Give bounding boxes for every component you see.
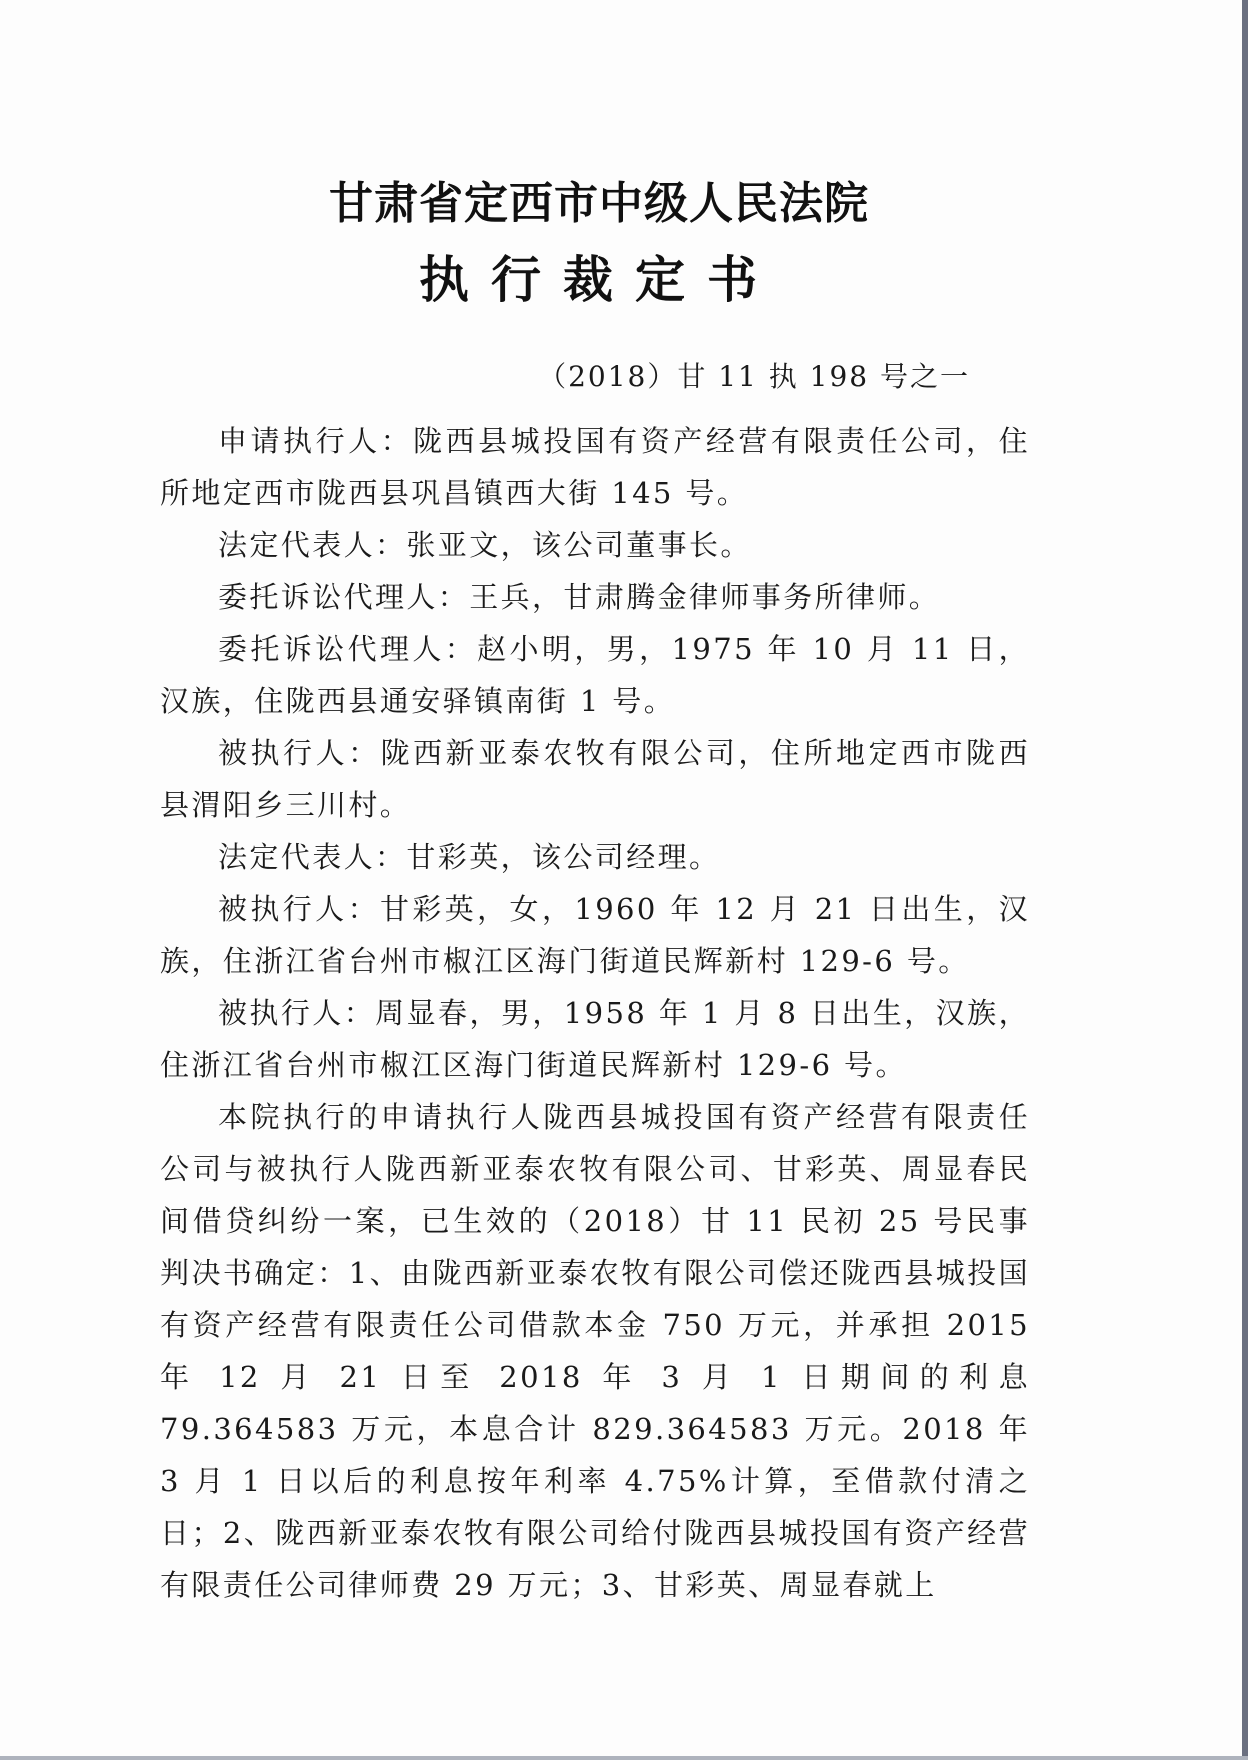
para-case-facts: 本院执行的申请执行人陇西县城投国有资产经营有限责任公司与被执行人陇西新亚泰农牧有限公司、甘彩英、周显春民间借贷纠纷一案，已生效的（2018）甘 11 民初 25 号民事判决书确定：1、由陇西新亚泰农牧有限公司偿还陇西县城投国有资产经营有限责任公司借款本金 750 万元，并承担 2015 年 12 月 21 日至 2018 年 3 月 1 日期间的利息 79.364583 万元，本息合计 829.364583 万元。2018 年 3 月 1 日以后的利息按年利率 4.75%计算，至借款付清之日；2、陇西新亚泰农牧有限公司给付陇西县城投国有资产经营有限责任公司律师费 29 万元；3、甘彩英、周显春就上	[160, 1100, 1030, 1602]
para-respondent-zhou: 被执行人：周显春，男，1958 年 1 月 8 日出生，汉族，住浙江省台州市椒江区海门街道民辉新村 129-6 号。	[160, 996, 1030, 1082]
para-agent-1: 委托诉讼代理人：王兵，甘肃腾金律师事务所律师。	[218, 580, 941, 614]
para-applicant-legal-rep: 法定代表人：张亚文，该公司董事长。	[218, 528, 752, 562]
doc-title: 执行裁定书	[419, 251, 779, 309]
scan-edge-right	[1242, 0, 1248, 1760]
court-name: 甘肃省定西市中级人民法院	[329, 178, 869, 229]
para-respondent-company: 被执行人：陇西新亚泰农牧有限公司，住所地定西市陇西县渭阳乡三川村。	[160, 736, 1030, 822]
scan-edge-bottom	[0, 1756, 1248, 1760]
para-agent-2: 委托诉讼代理人：赵小明，男，1975 年 10 月 11 日，汉族，住陇西县通安驿镇南街 1 号。	[160, 632, 1030, 718]
para-respondent-legal-rep: 法定代表人：甘彩英，该公司经理。	[218, 840, 721, 874]
body-text	[160, 415, 1030, 1611]
para-respondent-gan: 被执行人：甘彩英，女，1960 年 12 月 21 日出生，汉族，住浙江省台州市椒江区海门街道民辉新村 129-6 号。	[160, 892, 1030, 978]
para-applicant: 申请执行人：陇西县城投国有资产经营有限责任公司，住所地定西市陇西县巩昌镇西大街 145 号。	[160, 424, 1030, 510]
case-number: （2018）甘 11 执 198 号之一	[538, 360, 970, 393]
